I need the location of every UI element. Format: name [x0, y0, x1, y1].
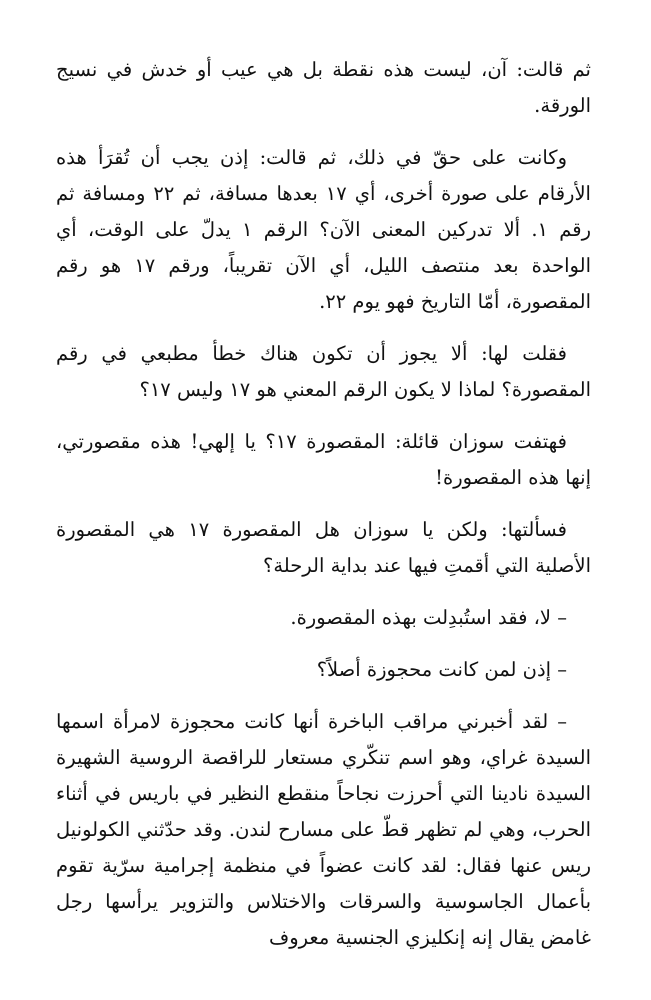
paragraph-4: فهتفت سوزان قائلة: المقصورة ١٧؟ يا إلهي! هذه مقصورتي، إنها هذه المقصورة! — [56, 430, 591, 489]
dialogue-line-3: – لقد أخبرني مراقب الباخرة أنها كانت محجوزة لامرأة اسمها السيدة غراي، وهو اسم تنكّري مستعار للراقصة الروسية الشهيرة السيدة نادينا التي أحرزت نجاحاً منقطع النظير في باريس في أثناء الحرب، وهي لم تظهر قطّ على مسارح لندن. وقد حدّثني الكولونيل ريس عنها فقال: لقد كانت عضواً في منظمة إجرامية سرّية تقوم بأعمال الجاسوسية والسرقات والاختلاس والتزوير يرأسها رجل غامض يقال إنه إنكليزي الجنسية معروف — [56, 710, 591, 949]
paragraph-2: وكانت على حقّ في ذلك، ثم قالت: إذن يجب أن تُقرَأ هذه الأرقام على صورة أخرى، أي ١٧ بعدها مسافة، ثم ٢٢ ومسافة ثم رقم ١. ألا تدركين المعنى الآن؟ الرقم ١ يدلّ على الوقت، أي الواحدة بعد منتصف الليل، أي الآن تقريباً، ورقم ١٧ هو رقم المقصورة، أمّا التاريخ فهو يوم ٢٢. — [56, 146, 591, 313]
dialogue-line-1: – لا، فقد استُبدِلت بهذه المقصورة. — [290, 606, 567, 629]
dialogue-line-2: – إذن لمن كانت محجوزة أصلاً؟ — [316, 658, 567, 681]
paragraph-3: فقلت لها: ألا يجوز أن تكون هناك خطأ مطبعي في رقم المقصورة؟ لماذا لا يكون الرقم المعني هو ١٧ وليس ١٧؟ — [56, 342, 591, 401]
paragraph-1: ثم قالت: آن، ليست هذه نقطة بل هي عيب أو خدش في نسيج الورقة. — [56, 58, 591, 117]
paragraph-5: فسألتها: ولكن يا سوزان هل المقصورة ١٧ هي المقصورة الأصلية التي أقمتِ فيها عند بداية الرحلة؟ — [56, 518, 591, 577]
